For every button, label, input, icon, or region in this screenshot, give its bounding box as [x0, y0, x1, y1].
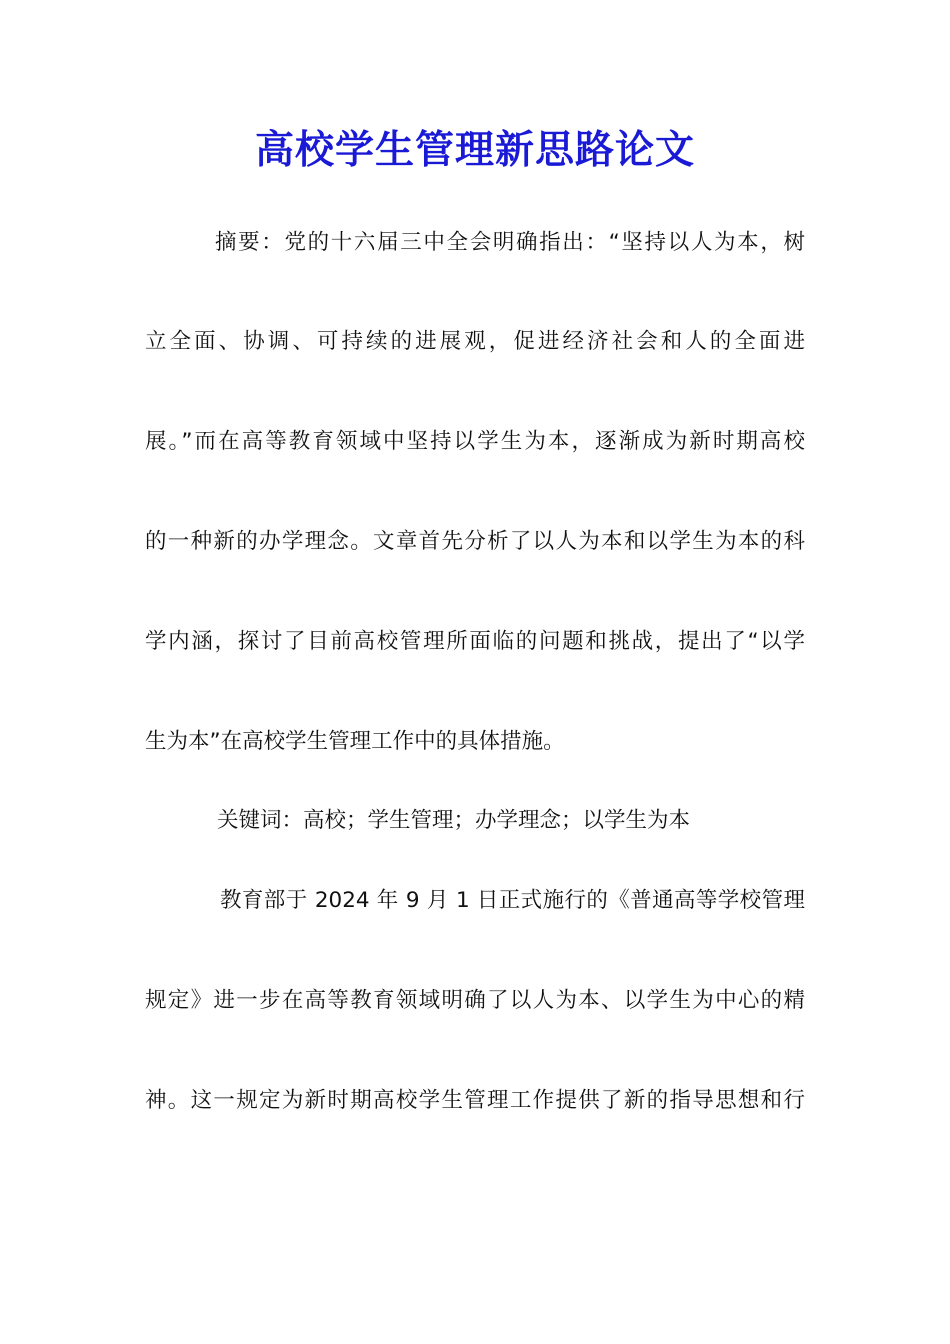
abstract-line: 摘要：党的十六届三中全会明确指出：“坚持以人为本，树 — [215, 230, 805, 255]
abstract-line: 学内涵，探讨了目前高校管理所面临的问题和挑战，提出了“以学 — [145, 629, 805, 654]
keywords-line: 关键词：高校；学生管理；办学理念；以学生为本 — [217, 808, 691, 833]
body-line: 规定》进一步在高等教育领域明确了以人为本、以学生为中心的精 — [145, 988, 805, 1013]
abstract-line: 立全面、协调、可持续的进展观，促进经济社会和人的全面进 — [145, 329, 805, 354]
abstract-line: 生为本”在高校学生管理工作中的具体措施。 — [145, 729, 565, 754]
body-line: 教育部于 2024 年 9 月 1 日正式施行的《普通高等学校管理 — [220, 888, 805, 913]
abstract-line: 的一种新的办学理念。文章首先分析了以人为本和以学生为本的科 — [145, 529, 805, 554]
abstract-line: 展。”而在高等教育领域中坚持以学生为本，逐渐成为新时期高校 — [145, 429, 805, 454]
body-line: 神。这一规定为新时期高校学生管理工作提供了新的指导思想和行 — [145, 1088, 805, 1113]
document-title: 高校学生管理新思路论文 — [254, 127, 695, 173]
